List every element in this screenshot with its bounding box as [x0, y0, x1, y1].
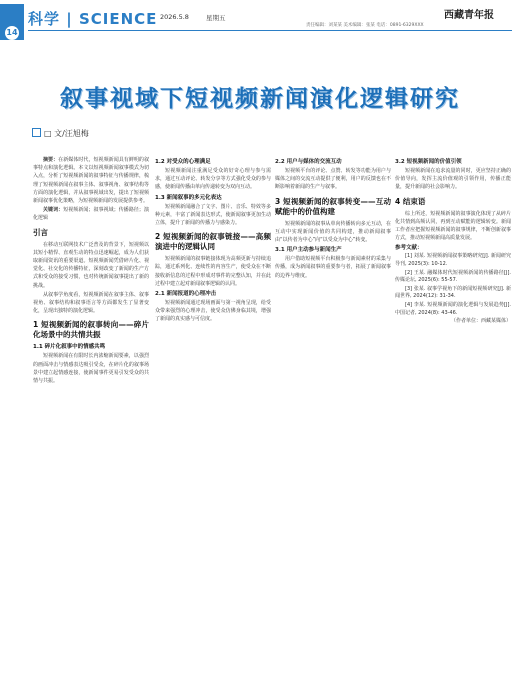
section-name: 科学 | SCIENCE	[28, 10, 158, 28]
section-heading: 引言	[33, 227, 48, 237]
subsection-heading: 2.2 用户与媒体的交流互动	[275, 159, 342, 165]
reference-item: [2] 王某. 融媒体时代短视频新闻的传播路径[J]. 传媒论坛, 2025(6): 55-57.	[395, 269, 511, 284]
column-3	[275, 156, 391, 281]
subsection-heading: 2.1 新闻报道的心理冲击	[155, 291, 217, 298]
newspaper-masthead: 西藏青年报	[444, 10, 494, 21]
body-paragraph: 短视频新闻融合了文字、图片、音乐、特效等多种元素，丰富了新闻表达形式，使新闻叙事更加生动立体，提升了新闻的传播力与感染力。	[155, 203, 271, 227]
body-paragraph: 短视频新闻的叙事链接体现为高频更新与持续追踪，通过系列化、连续性的内容生产，使受众在不断接收新信息的过程中形成对事件的完整认知，并在此过程中建立起对新闻叙事逻辑的认同。	[155, 256, 271, 287]
section-cn: 科学	[28, 10, 61, 28]
keywords-text: 短视频新闻；叙事视域；传播路径；演化逻辑	[33, 207, 149, 222]
section-en: SCIENCE	[78, 10, 158, 28]
page-number: 14	[5, 26, 19, 40]
section-heading: 4 结束语	[395, 196, 426, 206]
body-paragraph: 短视频平台的评论、点赞、转发等功能为用户与媒体之间的交流互动提供了便利，用户的反馈也在不断影响着新闻的生产与叙事。	[275, 168, 391, 191]
section-heading: 1 短视频新闻的叙事转向——碎片化场景中的共情共振	[33, 320, 149, 340]
body-paragraph: 短视频新闻的叙事从单向传播转向多元互动，在互动中实现新闻价值的共同构建，推动新闻叙事由“以传者为中心”向“以受众为中心”转变。	[275, 220, 391, 244]
references-heading: 参考文献：	[395, 245, 423, 252]
body-paragraph: 在移动互联网技术广泛普及的背景下，短视频以其短小精悍、直观生动的特点迅速崛起，成为人们获取新闻资讯的重要渠道。短视频新闻凭借碎片化、视觉化、社交化的传播特征，深刻改变了新闻的生产方式和受众的接受习惯，也对传统新闻叙事提出了新的挑战。	[33, 241, 149, 289]
body-paragraph: 综上所述，短视频新闻的叙事演化体现了从碎片化共情到高频认同，再到互动赋能的逻辑转变。新闻工作者应把握短视频新闻的叙事规律，不断创新叙事方式，推动短视频新闻高质量发展。	[395, 210, 511, 242]
subsection-heading: 1.3 新闻叙事的多元化表达	[155, 194, 222, 201]
issue-date: 2026.5.8	[160, 13, 189, 21]
abstract-text: 在新媒体时代，短视频新闻具有鲜明的叙事特点和演化逻辑。本文以短视频新闻叙事模式为切入点，分析了短视频新闻的叙事特征与传播规律，梳理了短视频新闻在叙事主体、叙事视角、叙事结构等方面的演化逻辑，并从叙事视域出发，提出了短视频新闻叙事优化策略，为短视频新闻的发展提供参考。	[33, 157, 149, 205]
page-header	[0, 0, 520, 52]
section-heading: 2 短视频新闻的叙事链接——高频演进中的逻辑认同	[155, 232, 271, 252]
subsection-heading: 1.2 对受众的心理满足	[155, 159, 211, 165]
reference-item: [3] 张某. 叙事学视角下的新闻短视频研究[J]. 新闻世界, 2024(12): 31-34.	[395, 285, 511, 300]
column-2	[155, 156, 271, 325]
author-box-icon	[32, 128, 41, 137]
body-paragraph: 短视频新闻通过现场画面与第一视角呈现，给受众带来强烈的心理冲击，使受众仿佛身临其境，增强了新闻的真实感与可信度。	[155, 300, 271, 323]
keywords-label: 关键词：	[43, 207, 64, 214]
byline	[32, 128, 89, 139]
subsection-heading: 3.2 短视频新闻的价值引领	[395, 159, 462, 165]
issue-weekday: 星期五	[206, 14, 226, 22]
article-title: 叙事视域下短视频新闻演化逻辑研究	[60, 86, 460, 112]
body-paragraph: 短视频新闻在追求流量的同时，更应坚持正确的价值导向，发挥主流价值观的引领作用，传播正能量，提升新闻的社会影响力。	[395, 168, 511, 191]
column-1	[33, 156, 149, 386]
section-heading: 3 短视频新闻的叙事转变——互动赋能中的价值构建	[275, 196, 391, 216]
editor-info: 责任编辑：刘某某 美术编辑：张某 电话：0891-6329XXX	[306, 23, 424, 28]
reference-item: [1] 刘某. 短视频新闻叙事策略研究[J]. 新闻研究导刊, 2025(3): 10-12.	[395, 253, 511, 268]
abstract	[33, 156, 149, 205]
body-paragraph: 用户借助短视频平台积极参与新闻素材的采集与传播，成为新闻叙事的重要参与者，拓展了新闻叙事的边界与维度。	[275, 256, 391, 279]
body-paragraph: 从叙事学角度看，短视频新闻在叙事主体、叙事视角、叙事结构和叙事语言等方面都发生了显著变化，呈现出独特的演化逻辑。	[33, 291, 149, 315]
keywords	[33, 206, 149, 222]
subsection-heading: 3.1 用户主动参与新闻生产	[275, 247, 342, 254]
reference-item: [4] 李某. 短视频新闻的演化逻辑与发展趋势[J]. 中国记者, 2024(8): 43-46.	[395, 301, 511, 316]
column-4	[395, 156, 511, 327]
byline-text: □ 文/汪旭梅	[44, 129, 89, 138]
author-note: （作者单位：西藏某媒体）	[450, 318, 511, 325]
abstract-label: 摘要：	[43, 157, 59, 163]
body-paragraph: 短视频新闻注重满足受众的好奇心理与参与需求，通过互动评论、转发分享等方式强化受众的参与感，使新闻传播由单向传递转变为双向互动。	[155, 168, 271, 191]
body-paragraph: 短视频新闻在有限时长内浓缩新闻要素，以强烈的画面冲击与情感表达吸引受众，在碎片化的叙事场景中建立起情感连接，使新闻事件更易引发受众的共情与共振。	[33, 353, 149, 385]
subsection-heading: 1.1 碎片化叙事中的情感共鸣	[33, 344, 106, 351]
section-tab	[0, 4, 24, 40]
header-rule	[28, 30, 512, 31]
